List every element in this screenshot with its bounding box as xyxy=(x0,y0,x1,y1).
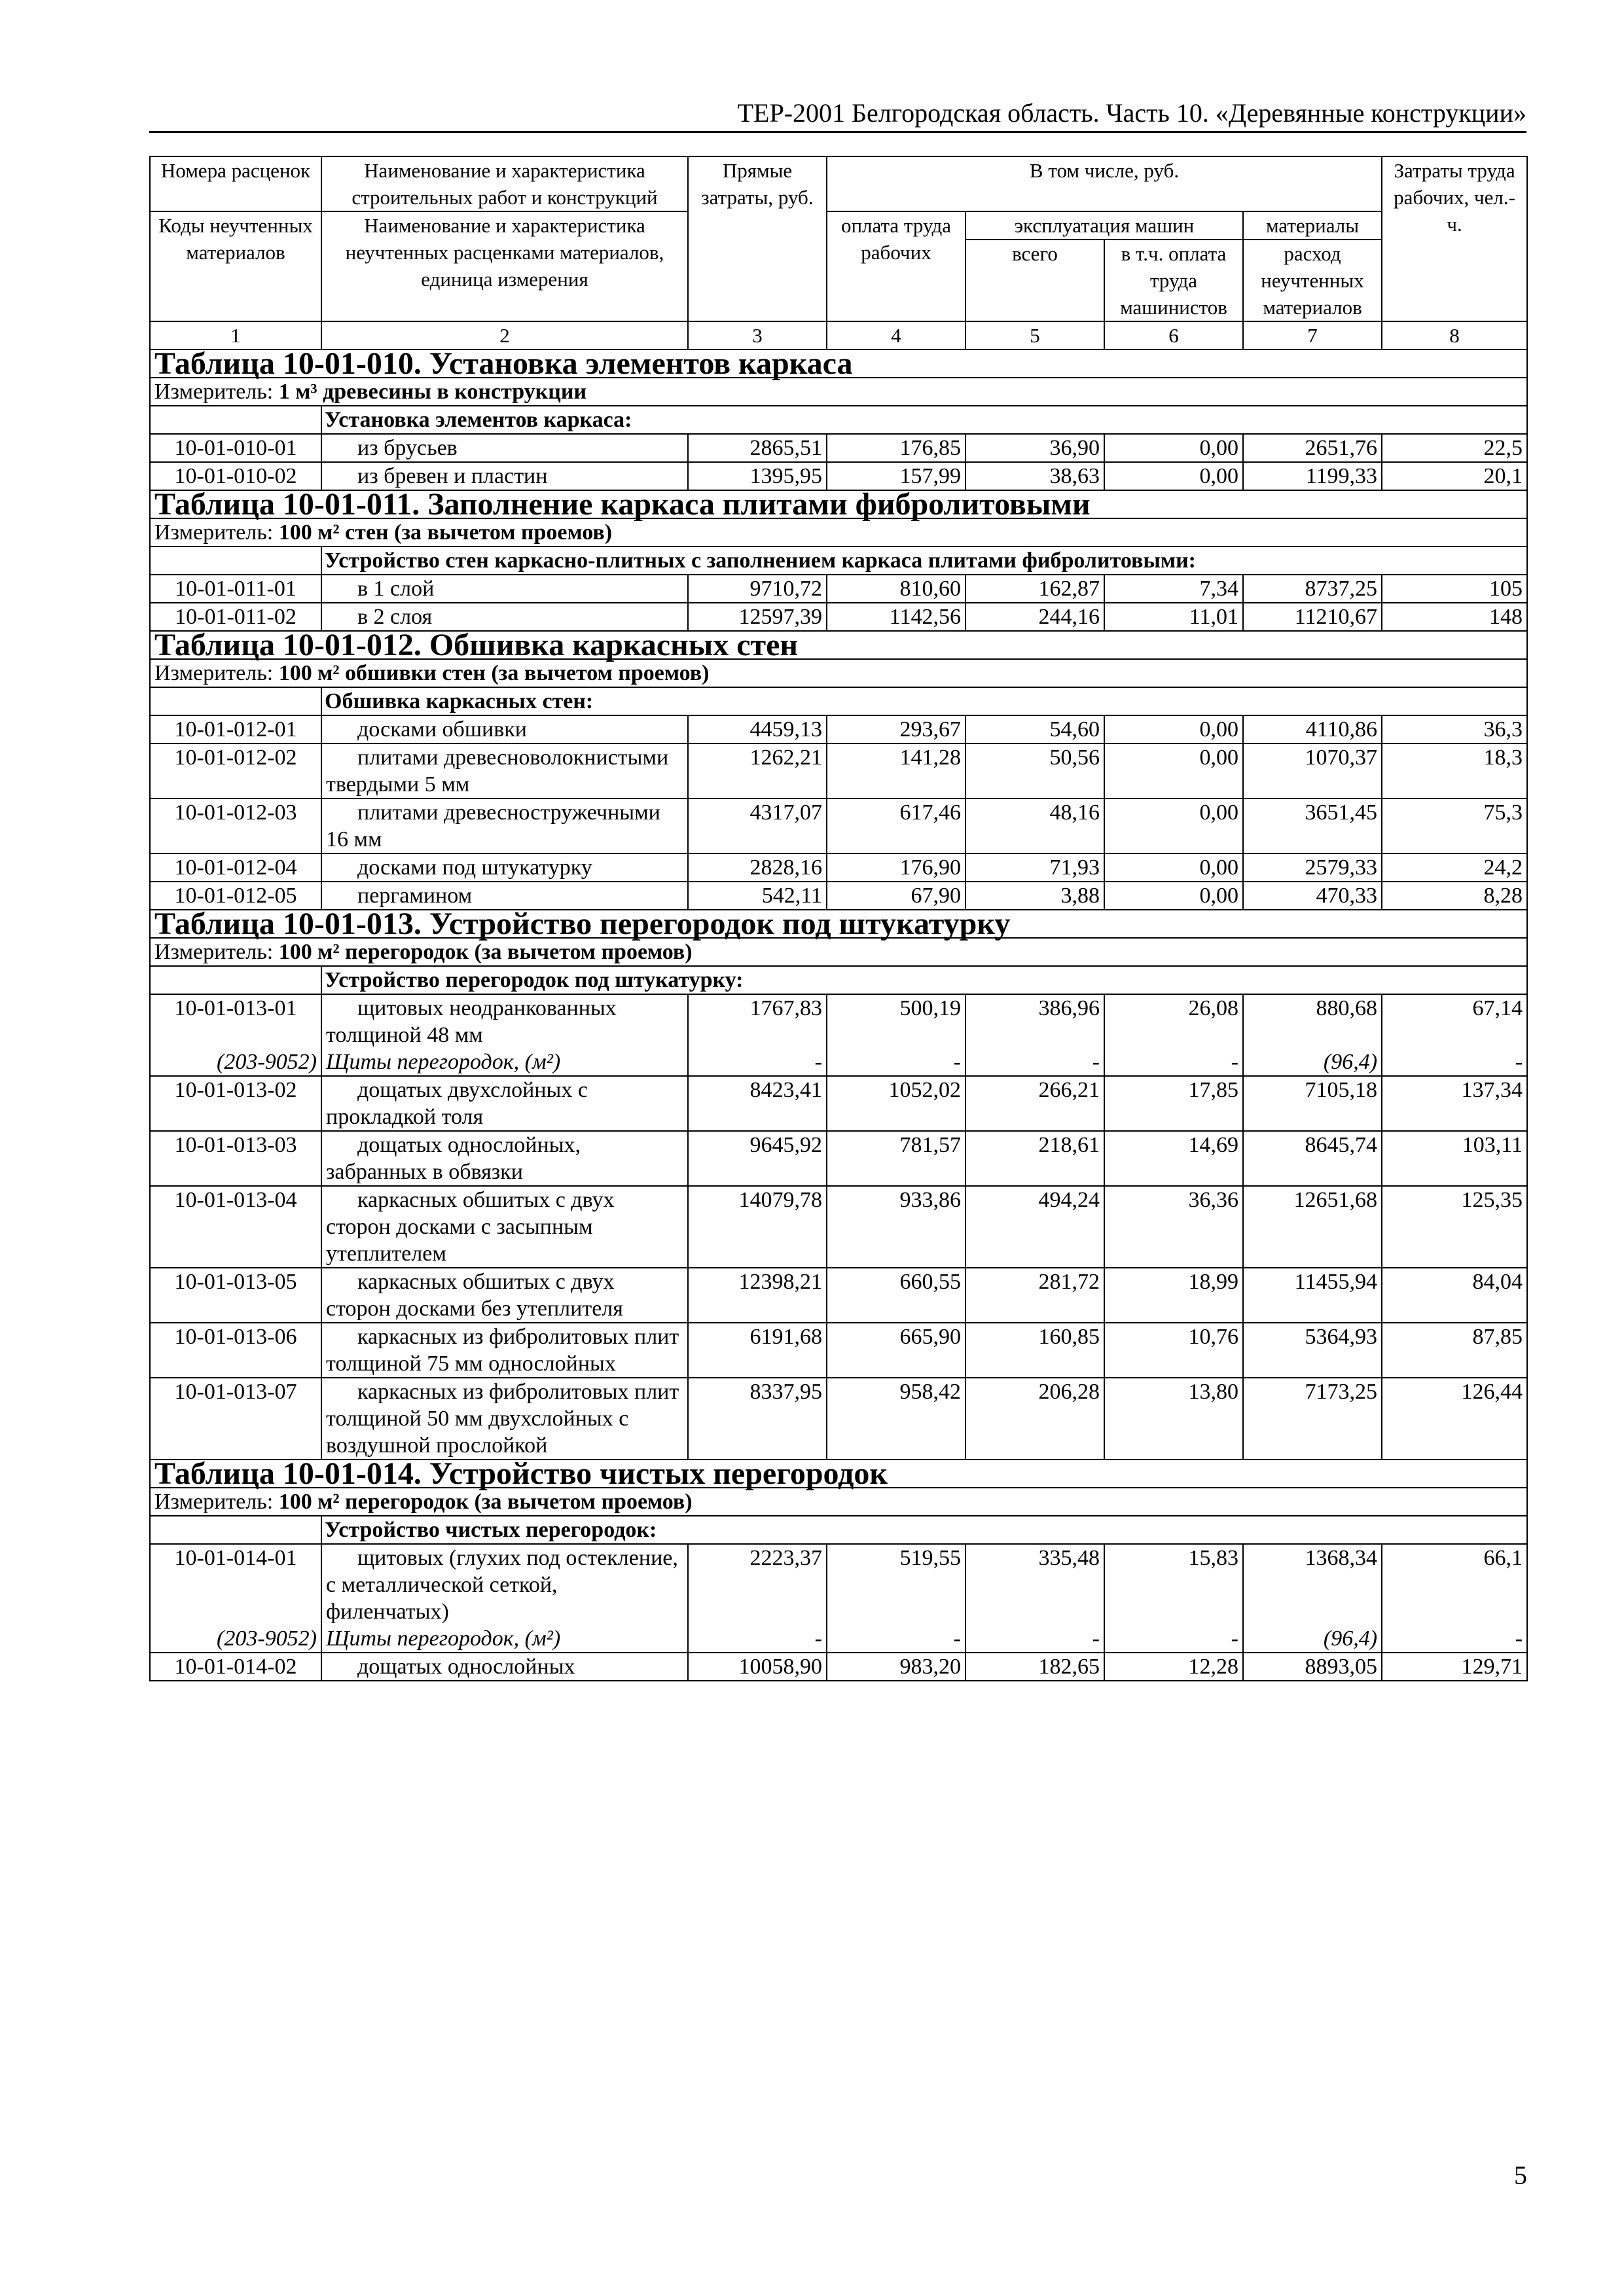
material-v4: - xyxy=(827,1625,965,1653)
work-name xyxy=(321,434,688,462)
value-v5: 3,88 xyxy=(965,882,1104,910)
value-v3: 14079,78 xyxy=(688,1186,827,1268)
value-v7: 11210,67 xyxy=(1243,603,1382,631)
value-v4: 141,28 xyxy=(827,744,965,798)
value-v5: 36,90 xyxy=(965,434,1104,462)
value-v5: 71,93 xyxy=(965,853,1104,882)
table-row xyxy=(150,744,1527,798)
work-name-first: в 1 слой xyxy=(357,577,435,601)
material-name: Щиты перегородок, (м²) xyxy=(321,1049,688,1076)
rate-code: 10-01-013-01 xyxy=(150,994,321,1049)
value-v4: 933,86 xyxy=(827,1186,965,1268)
col3-header: Прямые затраты, руб. xyxy=(688,156,827,321)
table-row xyxy=(150,434,1527,462)
work-name xyxy=(321,575,688,603)
work-name xyxy=(321,744,688,798)
col4-header: оплата труда рабочих xyxy=(827,211,965,321)
value-v4: 983,20 xyxy=(827,1653,965,1681)
work-name xyxy=(321,715,688,744)
material-v5: - xyxy=(965,1625,1104,1653)
value-v7: 1199,33 xyxy=(1243,462,1382,490)
value-v6: 18,99 xyxy=(1104,1268,1243,1323)
work-name-first: пергамином xyxy=(357,884,473,908)
work-name-rest: плит толщиной 50 мм двухслойных с воздушной прослойкой xyxy=(326,1380,679,1458)
col-number: 6 xyxy=(1104,321,1243,350)
value-v8: 84,04 xyxy=(1382,1268,1527,1323)
rates-table xyxy=(149,156,1528,1681)
measure-unit xyxy=(150,659,1527,687)
measure-unit xyxy=(150,378,1527,406)
value-v7: 8645,74 xyxy=(1243,1131,1382,1186)
value-v7: 4110,86 xyxy=(1243,715,1382,744)
value-v3: 9645,92 xyxy=(688,1131,827,1186)
col-number: 1 xyxy=(150,321,321,350)
work-name xyxy=(321,1186,688,1268)
work-name xyxy=(321,462,688,490)
group-heading: Устройство стен каркасно-плитных с заполнением каркаса плитами фибролитовыми: xyxy=(321,547,1527,575)
work-name xyxy=(321,1544,688,1625)
col5-header: всего xyxy=(965,240,1104,321)
value-v5: 206,28 xyxy=(965,1378,1104,1460)
machines-header: эксплуатация машин xyxy=(965,211,1243,240)
section-title-row xyxy=(150,631,1527,659)
value-v6: 0,00 xyxy=(1104,882,1243,910)
value-v6: 0,00 xyxy=(1104,462,1243,490)
material-code: (203-9052) xyxy=(150,1049,321,1076)
value-v3: 6191,68 xyxy=(688,1323,827,1378)
value-v6: 11,01 xyxy=(1104,603,1243,631)
work-name xyxy=(321,1076,688,1131)
work-name-first: каркасных обшитых с двух xyxy=(357,1270,615,1294)
work-name xyxy=(321,1323,688,1378)
column-numbers-row xyxy=(150,321,1527,350)
table-row xyxy=(150,1131,1527,1186)
table-row xyxy=(150,1076,1527,1131)
value-v6: 7,34 xyxy=(1104,575,1243,603)
col-number: 4 xyxy=(827,321,965,350)
measure-label: Измеритель: xyxy=(154,661,279,685)
value-v4: 293,67 xyxy=(827,715,965,744)
group-spacer xyxy=(150,547,321,575)
rate-code: 10-01-010-02 xyxy=(150,462,321,490)
measure-label: Измеритель: xyxy=(154,380,279,404)
value-v6: 0,00 xyxy=(1104,744,1243,798)
measure-row xyxy=(150,518,1527,547)
value-v5: 281,72 xyxy=(965,1268,1104,1323)
table-row xyxy=(150,715,1527,744)
value-v3: 4459,13 xyxy=(688,715,827,744)
work-name-first: дощатых однослойных, xyxy=(357,1133,581,1157)
value-v8: 8,28 xyxy=(1382,882,1527,910)
table-row xyxy=(150,575,1527,603)
value-v7: 7173,25 xyxy=(1243,1378,1382,1460)
value-v7: 1368,34 xyxy=(1243,1544,1382,1625)
measure-value: 1 м³ древесины в конструкции xyxy=(278,380,587,404)
material-name: Щиты перегородок, (м²) xyxy=(321,1625,688,1653)
included-header: В том числе, руб. xyxy=(827,156,1382,211)
group-heading-row xyxy=(150,687,1527,715)
value-v4: 1142,56 xyxy=(827,603,965,631)
rate-code: 10-01-013-06 xyxy=(150,1323,321,1378)
section-title-row xyxy=(150,490,1527,518)
measure-label: Измеритель: xyxy=(154,940,279,964)
value-v8: 22,5 xyxy=(1382,434,1527,462)
value-v4: 519,55 xyxy=(827,1544,965,1625)
value-v8: 20,1 xyxy=(1382,462,1527,490)
rate-code: 10-01-012-01 xyxy=(150,715,321,744)
value-v3: 2223,37 xyxy=(688,1544,827,1625)
value-v8: 75,3 xyxy=(1382,798,1527,853)
col-number: 8 xyxy=(1382,321,1527,350)
group-spacer xyxy=(150,966,321,994)
table-row xyxy=(150,1323,1527,1378)
work-name-first: плитами xyxy=(357,800,439,825)
value-v3: 8423,41 xyxy=(688,1076,827,1131)
value-v5: 50,56 xyxy=(965,744,1104,798)
value-v5: 160,85 xyxy=(965,1323,1104,1378)
value-v7: 11455,94 xyxy=(1243,1268,1382,1323)
value-v7: 470,33 xyxy=(1243,882,1382,910)
measure-row xyxy=(150,378,1527,406)
value-v6: 15,83 xyxy=(1104,1544,1243,1625)
col-number: 5 xyxy=(965,321,1104,350)
group-heading: Обшивка каркасных стен: xyxy=(321,687,1527,715)
value-v8: 66,1 xyxy=(1382,1544,1527,1625)
value-v4: 665,90 xyxy=(827,1323,965,1378)
work-name-rest: сторон досками с засыпным утеплителем xyxy=(326,1215,593,1266)
measure-row xyxy=(150,1488,1527,1516)
section-title: Таблица 10-01-012. Обшивка каркасных стен xyxy=(150,631,1527,659)
value-v6: 0,00 xyxy=(1104,434,1243,462)
rate-code: 10-01-012-03 xyxy=(150,798,321,853)
material-v8: - xyxy=(1382,1049,1527,1076)
table-row xyxy=(150,1378,1527,1460)
work-name-rest: толщиной 48 мм xyxy=(326,1023,483,1047)
value-v5: 54,60 xyxy=(965,715,1104,744)
work-name-rest: остекление, с металлической сеткой, филенчатых) xyxy=(326,1546,678,1624)
value-v3: 12398,21 xyxy=(688,1268,827,1323)
group-heading: Устройство чистых перегородок: xyxy=(321,1516,1527,1544)
value-v7: 880,68 xyxy=(1243,994,1382,1049)
measure-label: Измеритель: xyxy=(154,1490,279,1514)
measure-label: Измеритель: xyxy=(154,520,279,545)
section-title: Таблица 10-01-013. Устройство перегородок под штукатурку xyxy=(150,910,1527,938)
material-row xyxy=(150,1625,1527,1653)
work-name-first: дощатых двухслойных с xyxy=(357,1078,588,1102)
col-number: 3 xyxy=(688,321,827,350)
col2-header-bottom: Наименование и характеристика неучтенных расценками материалов, единица измерения xyxy=(321,211,688,321)
value-v8: 67,14 xyxy=(1382,994,1527,1049)
material-v6: - xyxy=(1104,1049,1243,1076)
value-v6: 0,00 xyxy=(1104,798,1243,853)
measure-value: 100 м² стен (за вычетом проемов) xyxy=(278,520,613,545)
value-v6: 12,28 xyxy=(1104,1653,1243,1681)
group-heading: Устройство перегородок под штукатурку: xyxy=(321,966,1527,994)
measure-row xyxy=(150,659,1527,687)
work-name-first: каркасных из фибролитовых xyxy=(357,1380,629,1404)
work-name-rest: древесноволокнистыми твердыми 5 мм xyxy=(326,745,669,797)
table-row xyxy=(150,994,1527,1049)
rate-code: 10-01-012-05 xyxy=(150,882,321,910)
col-number: 7 xyxy=(1243,321,1382,350)
col1-header-top: Номера расценок xyxy=(150,156,321,211)
group-heading: Установка элементов каркаса: xyxy=(321,406,1527,434)
work-name xyxy=(321,1653,688,1681)
value-v8: 103,11 xyxy=(1382,1131,1527,1186)
value-v5: 38,63 xyxy=(965,462,1104,490)
value-v6: 0,00 xyxy=(1104,715,1243,744)
rate-code: 10-01-011-02 xyxy=(150,603,321,631)
table-row xyxy=(150,462,1527,490)
group-spacer xyxy=(150,406,321,434)
work-name-first: щитовых неодранкованных xyxy=(357,996,617,1020)
value-v3: 1395,95 xyxy=(688,462,827,490)
col8-header: Затраты труда рабочих, чел.-ч. xyxy=(1382,156,1527,321)
table-row xyxy=(150,1653,1527,1681)
group-heading-row xyxy=(150,406,1527,434)
value-v8: 126,44 xyxy=(1382,1378,1527,1460)
value-v3: 542,11 xyxy=(688,882,827,910)
value-v3: 8337,95 xyxy=(688,1378,827,1460)
value-v3: 1767,83 xyxy=(688,994,827,1049)
work-name-first: плитами xyxy=(357,745,439,770)
value-v6: 36,36 xyxy=(1104,1186,1243,1268)
value-v5: 335,48 xyxy=(965,1544,1104,1625)
measure-value: 100 м² обшивки стен (за вычетом проемов) xyxy=(278,661,710,685)
value-v6: 26,08 xyxy=(1104,994,1243,1049)
work-name-first: дощатых однослойных xyxy=(357,1655,575,1679)
material-v5: - xyxy=(965,1049,1104,1076)
material-v3: - xyxy=(688,1049,827,1076)
table-row xyxy=(150,603,1527,631)
value-v8: 87,85 xyxy=(1382,1323,1527,1378)
value-v4: 1052,02 xyxy=(827,1076,965,1131)
rate-code: 10-01-013-02 xyxy=(150,1076,321,1131)
measure-row xyxy=(150,938,1527,966)
col7-header: расход неучтенных материалов xyxy=(1243,240,1382,321)
value-v4: 958,42 xyxy=(827,1378,965,1460)
section-title: Таблица 10-01-014. Устройство чистых перегородок xyxy=(150,1460,1527,1488)
value-v3: 12597,39 xyxy=(688,603,827,631)
value-v7: 5364,93 xyxy=(1243,1323,1382,1378)
rate-code: 10-01-011-01 xyxy=(150,575,321,603)
value-v8: 36,3 xyxy=(1382,715,1527,744)
value-v6: 13,80 xyxy=(1104,1378,1243,1460)
rate-code: 10-01-010-01 xyxy=(150,434,321,462)
value-v8: 105 xyxy=(1382,575,1527,603)
value-v8: 18,3 xyxy=(1382,744,1527,798)
value-v5: 386,96 xyxy=(965,994,1104,1049)
material-v7: (96,4) xyxy=(1243,1625,1382,1653)
value-v4: 176,85 xyxy=(827,434,965,462)
work-name xyxy=(321,882,688,910)
work-name-first: каркасных из фибролитовых xyxy=(357,1325,629,1349)
value-v3: 2828,16 xyxy=(688,853,827,882)
measure-unit xyxy=(150,518,1527,547)
material-v4: - xyxy=(827,1049,965,1076)
col1-header-bottom: Коды неучтенных материалов xyxy=(150,211,321,321)
value-v4: 67,90 xyxy=(827,882,965,910)
value-v5: 48,16 xyxy=(965,798,1104,853)
work-name-rest: сторон досками без утеплителя xyxy=(326,1297,623,1321)
work-name-rest: прокладкой толя xyxy=(326,1105,484,1129)
rate-code: 10-01-012-04 xyxy=(150,853,321,882)
measure-value: 100 м² перегородок (за вычетом проемов) xyxy=(278,940,693,964)
value-v7: 2651,76 xyxy=(1243,434,1382,462)
group-spacer xyxy=(150,687,321,715)
section-title-row xyxy=(150,350,1527,378)
value-v3: 4317,07 xyxy=(688,798,827,853)
value-v6: 0,00 xyxy=(1104,853,1243,882)
material-v3: - xyxy=(688,1625,827,1653)
value-v4: 176,90 xyxy=(827,853,965,882)
work-name-rest: забранных в обвязки xyxy=(326,1160,523,1184)
value-v6: 10,76 xyxy=(1104,1323,1243,1378)
work-name xyxy=(321,1131,688,1186)
table-row xyxy=(150,798,1527,853)
work-name xyxy=(321,603,688,631)
group-heading-row xyxy=(150,966,1527,994)
measure-value: 100 м² перегородок (за вычетом проемов) xyxy=(278,1490,693,1514)
work-name-first: щитовых (глухих под xyxy=(357,1546,560,1570)
table-row xyxy=(150,1544,1527,1625)
work-name-first: досками обшивки xyxy=(357,717,527,742)
value-v7: 1070,37 xyxy=(1243,744,1382,798)
value-v5: 218,61 xyxy=(965,1131,1104,1186)
value-v5: 494,24 xyxy=(965,1186,1104,1268)
rate-code: 10-01-013-03 xyxy=(150,1131,321,1186)
value-v4: 617,46 xyxy=(827,798,965,853)
work-name-rest: древесностружечными 16 мм xyxy=(326,800,660,852)
material-v6: - xyxy=(1104,1625,1243,1653)
value-v8: 24,2 xyxy=(1382,853,1527,882)
col-number: 2 xyxy=(321,321,688,350)
value-v4: 157,99 xyxy=(827,462,965,490)
value-v5: 244,16 xyxy=(965,603,1104,631)
table-row xyxy=(150,1268,1527,1323)
value-v5: 266,21 xyxy=(965,1076,1104,1131)
material-v7: (96,4) xyxy=(1243,1049,1382,1076)
work-name xyxy=(321,853,688,882)
value-v8: 137,34 xyxy=(1382,1076,1527,1131)
col6-header: в т.ч. оплата труда машинистов xyxy=(1104,240,1243,321)
running-header: ТЕР-2001 Белгородская область. Часть 10. «Деревянные конструкции» xyxy=(149,97,1526,133)
material-v8: - xyxy=(1382,1625,1527,1653)
value-v6: 17,85 xyxy=(1104,1076,1243,1131)
page-number: 5 xyxy=(1514,2161,1527,2190)
materials-header: материалы xyxy=(1243,211,1382,240)
rate-code: 10-01-014-02 xyxy=(150,1653,321,1681)
work-name-first: каркасных обшитых с двух xyxy=(357,1188,615,1212)
work-name-first: из бревен и пластин xyxy=(357,464,548,488)
value-v7: 2579,33 xyxy=(1243,853,1382,882)
section-title-row xyxy=(150,1460,1527,1488)
value-v7: 3651,45 xyxy=(1243,798,1382,853)
section-title: Таблица 10-01-010. Установка элементов каркаса xyxy=(150,350,1527,378)
value-v7: 8737,25 xyxy=(1243,575,1382,603)
value-v7: 12651,68 xyxy=(1243,1186,1382,1268)
work-name-first: досками под штукатурку xyxy=(357,855,592,880)
group-heading-row xyxy=(150,1516,1527,1544)
value-v8: 148 xyxy=(1382,603,1527,631)
material-code: (203-9052) xyxy=(150,1625,321,1653)
work-name-rest: плит толщиной 75 мм однослойных xyxy=(326,1325,679,1376)
value-v5: 182,65 xyxy=(965,1653,1104,1681)
measure-unit xyxy=(150,1488,1527,1516)
section-title: Таблица 10-01-011. Заполнение каркаса плитами фибролитовыми xyxy=(150,490,1527,518)
value-v8: 125,35 xyxy=(1382,1186,1527,1268)
work-name xyxy=(321,1378,688,1460)
value-v6: 14,69 xyxy=(1104,1131,1243,1186)
value-v4: 660,55 xyxy=(827,1268,965,1323)
material-row xyxy=(150,1049,1527,1076)
value-v3: 1262,21 xyxy=(688,744,827,798)
value-v5: 162,87 xyxy=(965,575,1104,603)
work-name-first: из брусьев xyxy=(357,436,458,460)
value-v4: 810,60 xyxy=(827,575,965,603)
rate-code: 10-01-014-01 xyxy=(150,1544,321,1625)
group-spacer xyxy=(150,1516,321,1544)
work-name xyxy=(321,1268,688,1323)
value-v3: 9710,72 xyxy=(688,575,827,603)
value-v7: 8893,05 xyxy=(1243,1653,1382,1681)
value-v3: 10058,90 xyxy=(688,1653,827,1681)
rate-code: 10-01-013-05 xyxy=(150,1268,321,1323)
table-row xyxy=(150,1186,1527,1268)
col2-header-top: Наименование и характеристика строительных работ и конструкций xyxy=(321,156,688,211)
rate-code: 10-01-012-02 xyxy=(150,744,321,798)
value-v4: 781,57 xyxy=(827,1131,965,1186)
work-name-first: в 2 слоя xyxy=(357,605,433,629)
value-v4: 500,19 xyxy=(827,994,965,1049)
work-name xyxy=(321,798,688,853)
value-v8: 129,71 xyxy=(1382,1653,1527,1681)
value-v3: 2865,51 xyxy=(688,434,827,462)
rate-code: 10-01-013-04 xyxy=(150,1186,321,1268)
section-title-row xyxy=(150,910,1527,938)
table-row xyxy=(150,882,1527,910)
table-row xyxy=(150,853,1527,882)
measure-unit xyxy=(150,938,1527,966)
work-name xyxy=(321,994,688,1049)
value-v7: 7105,18 xyxy=(1243,1076,1382,1131)
rate-code: 10-01-013-07 xyxy=(150,1378,321,1460)
group-heading-row xyxy=(150,547,1527,575)
